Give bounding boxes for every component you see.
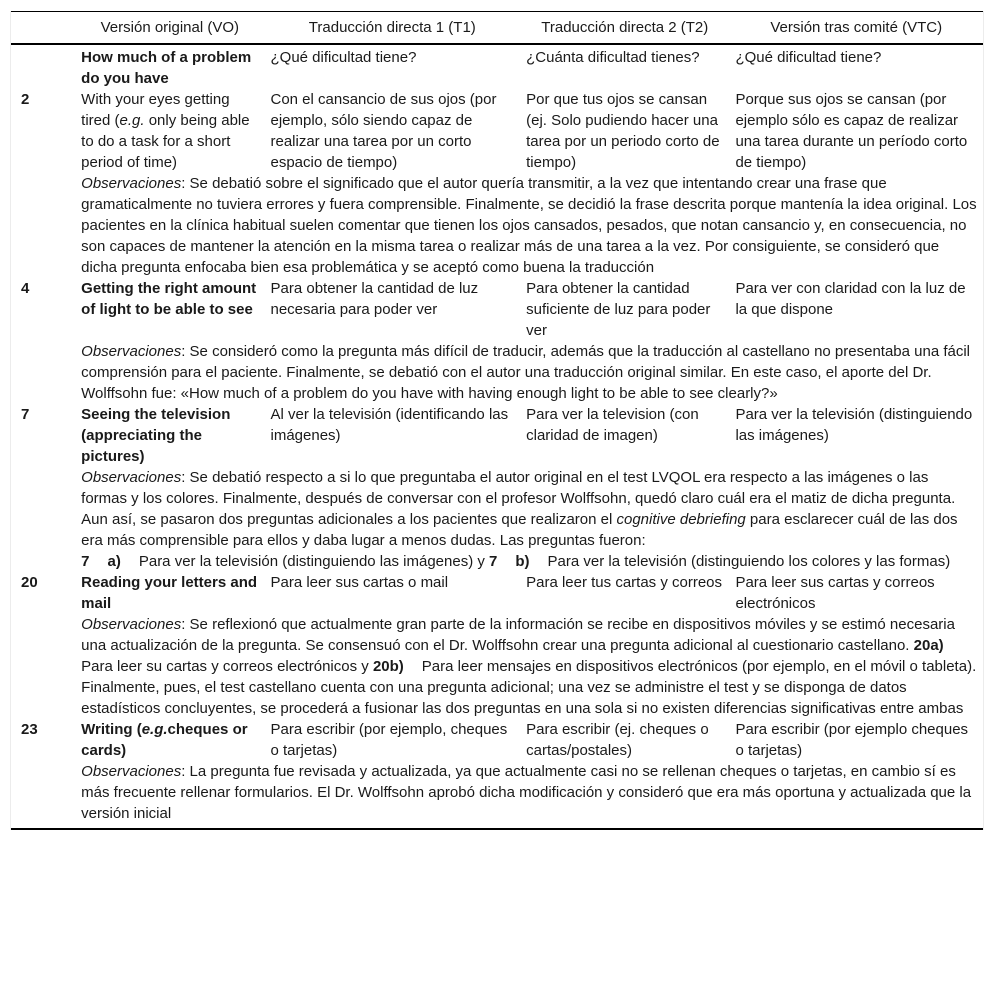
observations-row bbox=[11, 341, 983, 404]
translation-1-cell: ¿Qué dificultad tiene? bbox=[270, 49, 417, 66]
sub-question-text: Para leer mensajes en dispositivos electrónicos (por ejemplo, en el móvil o tableta). Finalmente, pues, el test castellano cuenta con una pregunta adicional; una vez se administre el test y se disponga de datos estadísticos concluyentes, se procederá a fusionar las dos preguntas en una sola si no existen diferencias significativas entre ambas bbox=[81, 658, 977, 717]
translation-1-cell: Al ver la televisión (identificando las imágenes) bbox=[270, 406, 509, 444]
observations-cell bbox=[75, 761, 983, 829]
original-text: Writing ( bbox=[81, 721, 142, 738]
item-number: 2 bbox=[21, 91, 30, 108]
committee-version-cell: Para escribir (por ejemplo cheques o tarjetas) bbox=[735, 721, 969, 759]
observations-text: : La pregunta fue revisada y actualizada, ya que actualmente casi no se rellenan cheques o tarjetas, en cambio sí es más frecuente rellenar formularios. El Dr. Wolffsohn aprobó dicha modificación y consideró que era más oportuna y actualizada que la versión inicial bbox=[81, 763, 972, 822]
original-version-cell: Getting the right amount of light to be able to see bbox=[81, 280, 257, 318]
table-row bbox=[11, 572, 983, 614]
sub-question-text: Para ver la televisión (distinguiendo los colores y las formas) bbox=[547, 553, 951, 570]
observations-label: Observaciones bbox=[81, 343, 182, 360]
translation-2-cell: Para escribir (ej. cheques o cartas/postales) bbox=[526, 721, 709, 759]
observations-cell bbox=[75, 614, 983, 719]
item-number: 20 bbox=[21, 574, 38, 591]
observations-row bbox=[11, 761, 983, 829]
observations-text: : Se consideró como la pregunta más difícil de traducir, además que la traducción al castellano no presentaba una fácil comprensión para el paciente. Finalmente, se debatió con el autor una traducción original similar. En este caso, el aporte del Dr. Wolffsohn fue: «How much of a problem do you have with having enough light to be able to see clearly?» bbox=[81, 343, 971, 402]
observations-label: Observaciones bbox=[81, 763, 182, 780]
original-version-cell bbox=[75, 719, 264, 761]
sub-question-label: a) bbox=[107, 553, 121, 570]
committee-version-cell: Para leer sus cartas y correos electrónicos bbox=[735, 574, 935, 612]
sub-question-label: 20a) bbox=[913, 637, 944, 654]
observations-text: : Se debatió sobre el significado que el autor quería transmitir, a la vez que intentando crear una frase que gramaticalmente no tuviera errores y fuera comprensible. Finalmente, se decidió la frase descrita porque mantenía la idea original. Los pacientes en la clínica habitual suelen comentar que tienen los ojos cansados, pesados, que notan cansancio y, en consecuencia, no son capaces de mantener la atención en la misma tarea o realizar más de una tarea a la vez. Por consiguiente, se consideró que dicha pregunta enfocaba bien esa problemática y se aceptó como buena la traducción bbox=[81, 175, 977, 276]
observations-row bbox=[11, 467, 983, 572]
table-row-intro bbox=[11, 44, 983, 89]
observations-cell bbox=[75, 341, 983, 404]
item-number bbox=[11, 44, 75, 89]
committee-version-cell: Para ver la televisión (distinguiendo las imágenes) bbox=[735, 406, 973, 444]
committee-version-cell: ¿Qué dificultad tiene? bbox=[735, 49, 882, 66]
observations-text: : Se reflexionó que actualmente gran parte de la información se recibe en dispositivos móviles y se estimó necesaria una actualización de la pregunta. Se consensuó con el Dr. Wolffsohn crear una pregunta adicional al cuestionario castellano. bbox=[81, 616, 955, 654]
observations-row bbox=[11, 614, 983, 719]
sub-question-number: 7 bbox=[81, 553, 90, 570]
translation-2-cell: Por que tus ojos se cansan (ej. Solo pudiendo hacer una tarea por un periodo corto de tiempo) bbox=[526, 91, 720, 171]
translation-1-cell: Para leer sus cartas o mail bbox=[270, 574, 449, 591]
original-version-cell: Reading your letters and mail bbox=[81, 574, 258, 612]
header-item-number bbox=[11, 12, 75, 45]
original-text: only being able to do a task for a short period of time) bbox=[81, 112, 250, 171]
sub-question-label: 20b) bbox=[372, 658, 404, 675]
sub-question-text: Para ver la televisión (distinguiendo las imágenes) y bbox=[138, 553, 490, 570]
header-original-version: Versión original (VO) bbox=[75, 12, 264, 45]
table-row bbox=[11, 278, 983, 341]
observations-label: Observaciones bbox=[81, 175, 182, 192]
committee-version-cell: Porque sus ojos se cansan (por ejemplo sólo es capaz de realizar una tarea durante un período corto de tiempo) bbox=[735, 91, 968, 171]
translation-2-cell: Para obtener la cantidad suficiente de luz para poder ver bbox=[526, 280, 711, 339]
original-text-italic: e.g. bbox=[141, 721, 168, 738]
committee-version-cell: Para ver con claridad con la luz de la que dispone bbox=[735, 280, 966, 318]
item-number: 7 bbox=[21, 406, 30, 423]
table-row bbox=[11, 404, 983, 467]
translation-1-cell: Con el cansancio de sus ojos (por ejemplo, sólo siendo capaz de realizar una tarea por un corto espacio de tiempo) bbox=[270, 91, 497, 171]
table-header-row bbox=[11, 12, 983, 45]
original-version-cell: How much of a problem do you have bbox=[81, 49, 252, 87]
header-committee-version: Versión tras comité (VTC) bbox=[729, 12, 983, 45]
sub-question-label: b) bbox=[515, 553, 530, 570]
observations-label: Observaciones bbox=[81, 469, 182, 486]
header-translation-1: Traducción directa 1 (T1) bbox=[265, 12, 521, 45]
observations-text: : Se debatió respecto a si lo que preguntaba el autor original en el test LVQOL era respecto a las imágenes o las formas y los colores. Finalmente, después de conversar con el profesor Wolffsohn, quedó claro cuál era el matiz de dicha pregunta. Aun así, se pasaron dos preguntas adicionales a los pacientes que realizaron el bbox=[81, 469, 956, 528]
item-number: 23 bbox=[21, 721, 38, 738]
original-text: cheques or cards) bbox=[81, 721, 248, 759]
translation-comparison-table-container bbox=[10, 11, 984, 830]
observations-cell bbox=[75, 467, 983, 572]
translation-1-cell: Para obtener la cantidad de luz necesaria para poder ver bbox=[270, 280, 479, 318]
observations-label: Observaciones bbox=[81, 616, 182, 633]
original-version-cell: Seeing the television (appreciating the pictures) bbox=[81, 406, 231, 465]
table-row bbox=[11, 89, 983, 173]
translation-1-cell: Para escribir (por ejemplo, cheques o tarjetas) bbox=[270, 721, 508, 759]
header-translation-2: Traducción directa 2 (T2) bbox=[520, 12, 729, 45]
observations-text: para esclarecer cuál de las dos era más comprensible para ellos y daba lugar a menos dudas. Las preguntas fueron: bbox=[81, 511, 958, 549]
translation-2-cell: Para leer tus cartas y correos bbox=[526, 574, 723, 591]
original-text-italic: e.g. bbox=[119, 112, 145, 129]
observations-italic-term: cognitive debriefing bbox=[616, 511, 746, 528]
original-version-cell bbox=[75, 89, 264, 173]
original-text: With your eyes getting tired ( bbox=[81, 91, 230, 129]
sub-question-number: 7 bbox=[489, 553, 498, 570]
table-row bbox=[11, 719, 983, 761]
observations-cell bbox=[75, 173, 983, 278]
observations-row bbox=[11, 173, 983, 278]
translation-2-cell: ¿Cuánta dificultad tienes? bbox=[526, 49, 700, 66]
translation-2-cell: Para ver la television (con claridad de imagen) bbox=[526, 406, 699, 444]
item-number: 4 bbox=[21, 280, 30, 297]
sub-question-text: Para leer su cartas y correos electrónicos y bbox=[81, 658, 373, 675]
translation-comparison-table bbox=[11, 11, 983, 830]
